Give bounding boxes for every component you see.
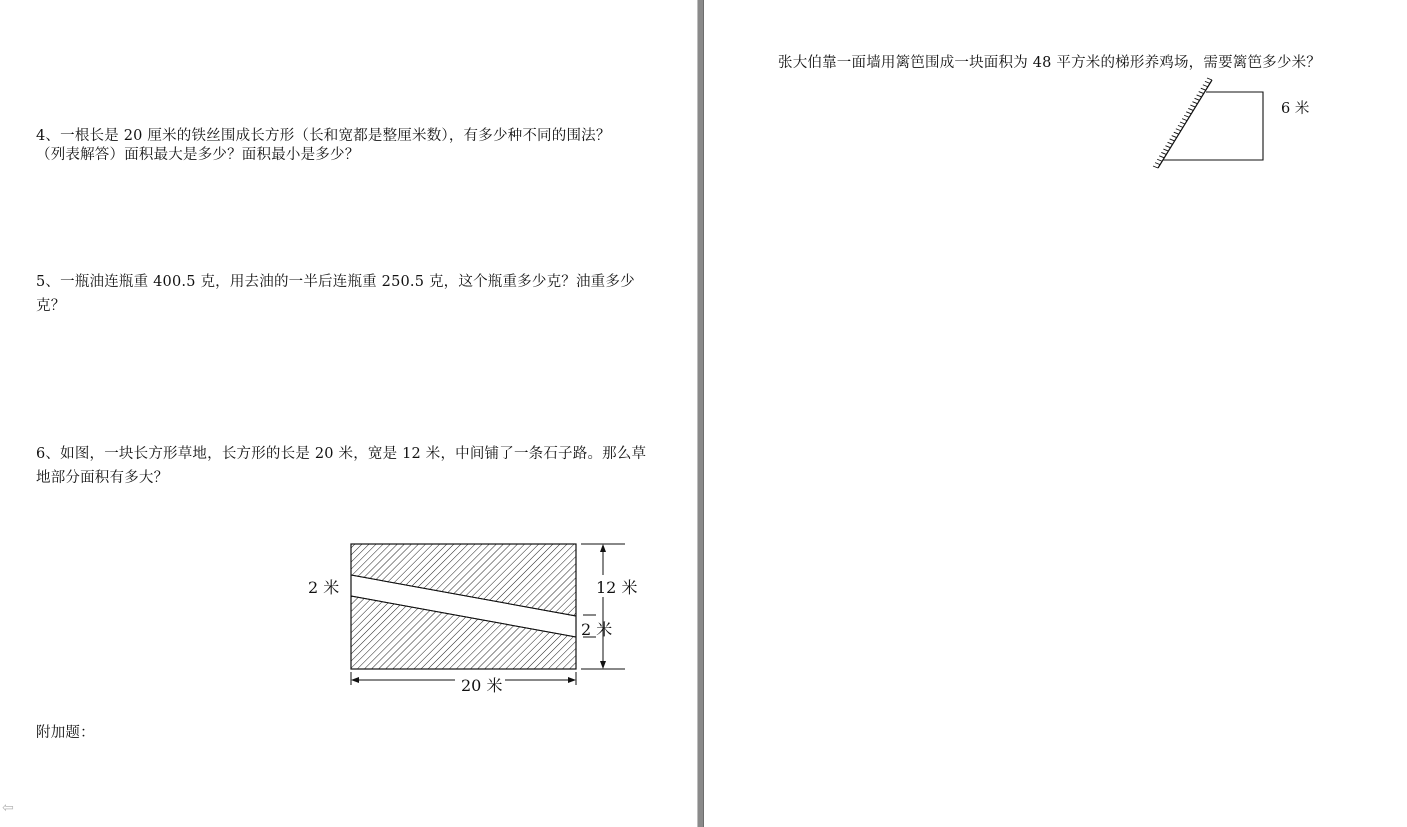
fence-outline xyxy=(1163,92,1263,160)
wall-hatch-tick xyxy=(1161,152,1166,154)
wall-hatch-tick xyxy=(1174,132,1179,134)
question-4-line-1: 4、一根长是 20 厘米的铁丝围成长方形（长和宽都是整厘米数），有多少种不同的围法？ xyxy=(36,128,611,144)
wall-hatch-tick xyxy=(1155,163,1160,165)
wall-hatch-tick xyxy=(1197,95,1202,97)
wall-hatch-tick xyxy=(1157,159,1162,161)
wall-hatch-tick xyxy=(1186,112,1191,114)
question-5: 5、一瓶油连瓶重 400.5 克，用去油的一半后连瓶重 250.5 克，这个瓶重多少克？油重多少克？ xyxy=(36,274,635,314)
wall-line xyxy=(1158,80,1212,168)
label-width: 20 米 xyxy=(461,676,503,695)
question-6: 6、如图，一块长方形草地，长方形的长是 20 米，宽是 12 米，中间铺了一条石子路。那么草地部分面积有多大？ xyxy=(36,446,647,486)
wall-hatch-tick xyxy=(1195,98,1200,100)
wall-hatch-tick xyxy=(1199,92,1204,94)
lawn-figure xyxy=(300,535,645,700)
wall-hatch-tick xyxy=(1205,81,1210,83)
wall-hatch-tick xyxy=(1207,78,1212,80)
wall-hatch-tick xyxy=(1180,122,1185,124)
wall-hatch-tick xyxy=(1172,136,1177,138)
question-4-line-2: （列表解答）面积最大是多少？面积最小是多少？ xyxy=(36,147,360,163)
label-path-width-left: 2 米 xyxy=(308,578,340,597)
left-page xyxy=(0,0,697,827)
wall-hatch-tick xyxy=(1153,166,1158,168)
back-arrow-icon[interactable]: ⇦ xyxy=(2,800,14,816)
wall-hatch-tick xyxy=(1170,139,1175,141)
wall-hatching xyxy=(1153,78,1212,168)
question-4 xyxy=(36,127,656,165)
wall-hatch-tick xyxy=(1165,146,1170,148)
wall-hatch-tick xyxy=(1201,88,1206,90)
wall-hatch-tick xyxy=(1163,149,1168,151)
bonus-title: 附加题： xyxy=(36,725,95,741)
wall-hatch-tick xyxy=(1184,115,1189,117)
right-problem: 张大伯靠一面墙用篱笆围成一块面积为 48 平方米的梯形养鸡场，需要篱笆多少米？ xyxy=(778,55,1321,71)
label-path-width-right: 2 米 xyxy=(581,620,613,639)
wall-hatch-tick xyxy=(1182,119,1187,121)
label-trapezoid-height: 6 米 xyxy=(1281,101,1310,117)
wall-hatch-tick xyxy=(1168,142,1173,144)
label-height: 12 米 xyxy=(596,578,638,597)
wall-hatch-tick xyxy=(1159,156,1164,158)
wall-hatch-tick xyxy=(1178,125,1183,127)
wall-hatch-tick xyxy=(1203,85,1208,87)
wall-hatch-tick xyxy=(1190,105,1195,107)
wall-hatch-tick xyxy=(1188,108,1193,110)
page-gutter xyxy=(697,0,704,827)
wall-hatch-tick xyxy=(1176,129,1181,131)
trapezoid-figure xyxy=(1150,76,1320,176)
wall-hatch-tick xyxy=(1192,102,1197,104)
